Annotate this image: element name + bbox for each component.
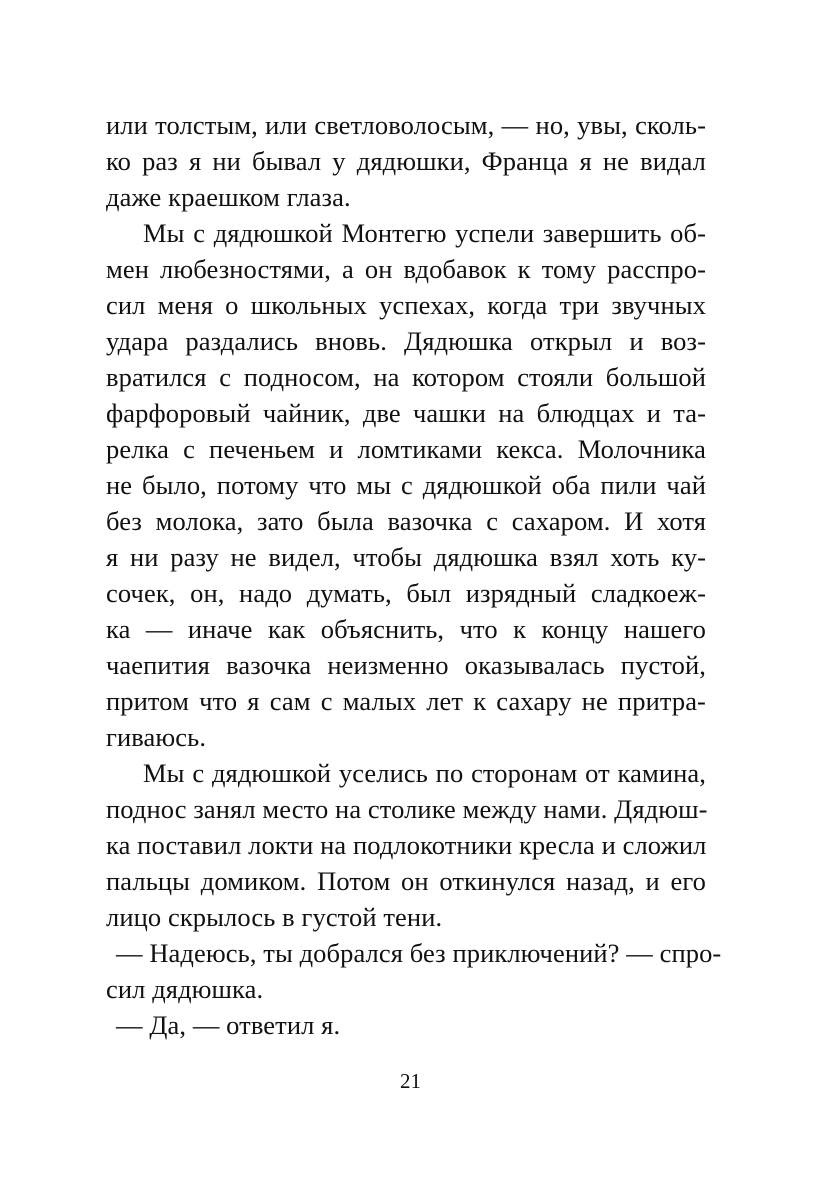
dialogue-line: сил дядюшка. (106, 974, 264, 1004)
text-line: фарфоровый чайник, две чашки на блюдцах и та- (106, 398, 706, 428)
dialogue-line: — Да, — ответил я. (116, 1010, 341, 1040)
text-line: не было, потому что мы с дядюшкой оба пили чай (106, 470, 706, 500)
text-line: пальцы домиком. Потом он откинулся назад, и его (106, 866, 706, 896)
text-line: гиваюсь. (106, 722, 207, 752)
text-line: чаепития вазочка неизменно оказывалась пустой, (106, 650, 706, 680)
text-line: релка с печеньем и ломтиками кекса. Молочника (106, 434, 706, 464)
text-line: сил меня о школьных успехах, когда три звучных (106, 290, 706, 320)
text-line: мен любезностями, а он вдобавок к тому расспро- (106, 254, 706, 284)
dialogue-line: — Надеюсь, ты добрался без приключений? — спро- (116, 938, 722, 968)
text-line: притом что я сам с малых лет к сахару не притра- (106, 686, 706, 716)
text-line: даже краешком глаза. (106, 182, 351, 212)
text-line: ка поставил локти на подлокотники кресла и сложил (106, 830, 707, 860)
text-line: ко раз я ни бывал у дядюшки, Франца я не видал (106, 146, 706, 176)
text-line: ка — иначе как объяснить, что к концу нашего (106, 614, 706, 644)
text-line: Мы с дядюшкой уселись по сторонам от камина, (143, 758, 706, 788)
text-line: или толстым, или светловолосым, — но, увы, сколь- (106, 110, 706, 140)
text-line: лицо скрылось в густой тени. (106, 902, 443, 932)
page-number: 21 (400, 1069, 421, 1093)
text-line: Мы с дядюшкой Монтегю успели завершить об- (143, 218, 706, 248)
text-line: я ни разу не видел, чтобы дядюшка взял хоть ку- (106, 542, 706, 572)
text-line: сочек, он, надо думать, был изрядный сладкоеж- (106, 578, 706, 608)
text-line: поднос занял место на столике между нами. Дядюш- (106, 794, 708, 824)
text-line: удара раздались вновь. Дядюшка открыл и воз- (106, 326, 706, 356)
text-line: вратился с подносом, на котором стояли большой (106, 362, 706, 392)
text-line: без молока, зато была вазочка с сахаром. И хотя (106, 506, 706, 536)
